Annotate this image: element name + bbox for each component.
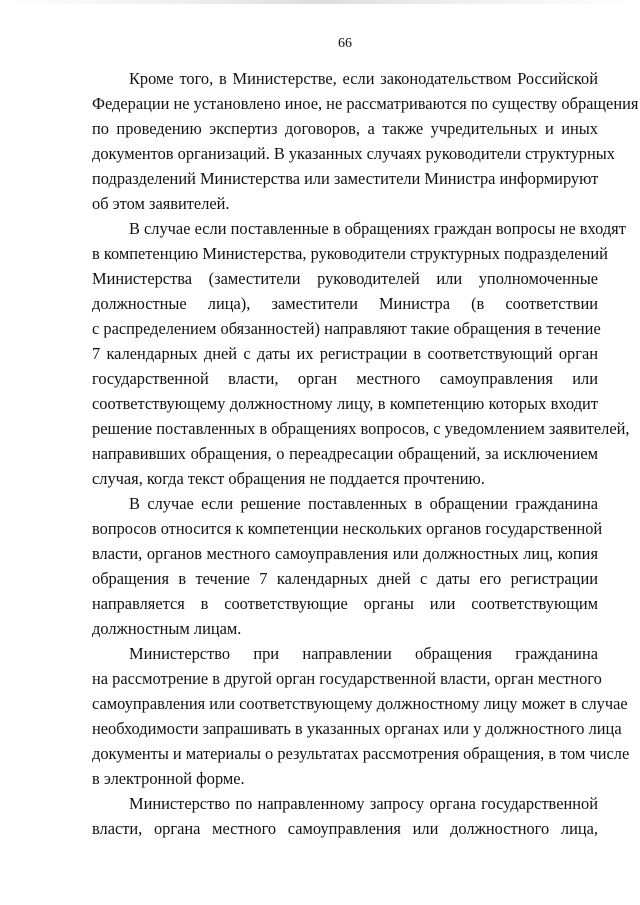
text-line: вопросов относится к компетенции нескольких органов государственной: [92, 519, 603, 538]
text-line: документов организаций. В указанных случаях руководители структурных: [92, 144, 615, 163]
text-line: в компетенцию Министерства, руководители структурных подразделений: [92, 244, 608, 263]
text-line: власти, органа местного самоуправления или должностного лица,: [92, 819, 598, 838]
text-line: на рассмотрение в другой орган государственной власти, орган местного: [92, 669, 602, 688]
document-body: [92, 66, 639, 841]
text-line: об этом заявителей.: [92, 194, 230, 213]
text-line: с распределением обязанностей) направляют такие обращения в течение: [92, 319, 601, 338]
text-line: случая, когда текст обращения не поддается прочтению.: [92, 469, 485, 488]
text-line: по проведению экспертиз договоров, а также учредительных и иных: [92, 119, 598, 138]
text-line: решение поставленных в обращениях вопросов, с уведомлением заявителей,: [92, 419, 630, 438]
text-line: Федерации не установлено иное, не рассматриваются по существу обращения: [92, 94, 639, 113]
text-line: 7 календарных дней с даты их регистрации в соответствующий орган: [92, 344, 598, 363]
text-line: соответствующему должностному лицу, в компетенцию которых входит: [92, 394, 598, 413]
text-line: самоуправления или соответствующему должностному лицу может в случае: [92, 694, 628, 713]
text-line: власти, органов местного самоуправления или должностных лиц, копия: [92, 544, 598, 563]
text-line: Министерство при направлении обращения гражданина: [129, 644, 598, 663]
text-line: направляется в соответствующие органы или соответствующим: [92, 594, 598, 613]
text-line: должностные лица), заместители Министра (в соответствии: [92, 294, 598, 313]
text-line: В случае если поставленные в обращениях граждан вопросы не входят: [129, 219, 626, 238]
paragraph: [92, 66, 639, 216]
text-line: подразделений Министерства или заместители Министра информируют: [92, 169, 599, 188]
text-line: направивших обращения, о переадресации обращений, за исключением: [92, 444, 598, 463]
text-line: обращения в течение 7 календарных дней с даты его регистрации: [92, 569, 598, 588]
text-line: Министерство по направленному запросу органа государственной: [129, 794, 598, 813]
scan-artifact: [0, 0, 640, 4]
text-line: Министерства (заместители руководителей или уполномоченные: [92, 269, 598, 288]
text-line: необходимости запрашивать в указанных органах или у должностного лица: [92, 719, 622, 738]
text-line: должностным лицам.: [92, 619, 242, 638]
text-line: государственной власти, орган местного самоуправления или: [92, 369, 598, 388]
text-line: В случае если решение поставленных в обращении гражданина: [129, 494, 598, 513]
text-line: в электронной форме.: [92, 769, 245, 788]
paragraph: [92, 491, 603, 641]
text-line: Кроме того, в Министерстве, если законодательством Российской: [129, 69, 598, 88]
paragraph: [92, 216, 630, 491]
text-line: документы и материалы о результатах рассмотрения обращения, в том числе: [92, 744, 630, 763]
paragraph: [92, 641, 630, 791]
page-number: 66: [338, 36, 352, 51]
paragraph: [92, 791, 598, 841]
